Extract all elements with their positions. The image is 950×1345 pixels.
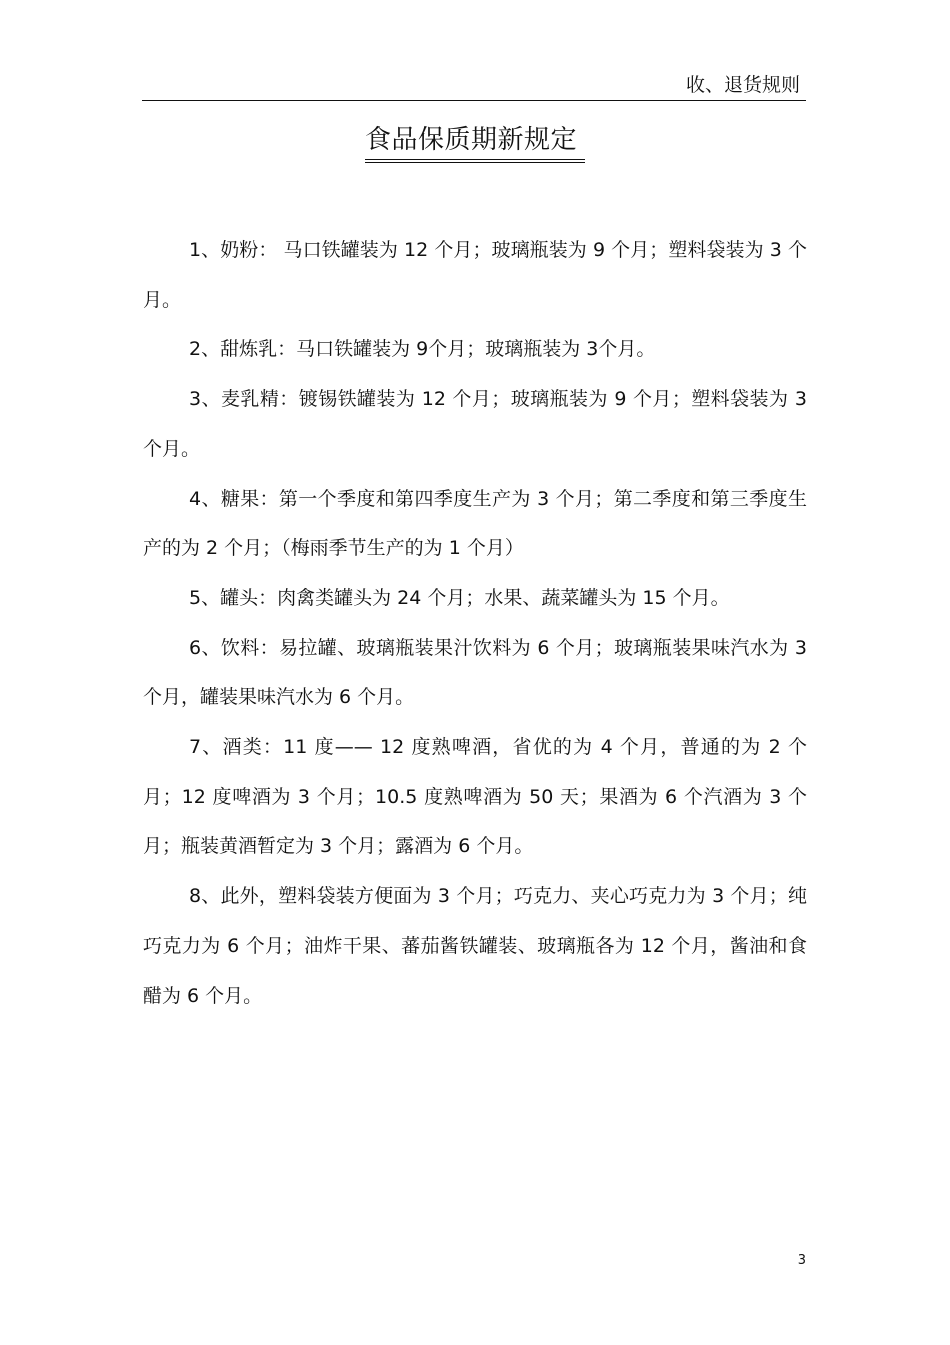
- page-title: 食品保质期新规定: [365, 123, 585, 163]
- header-rule: [142, 100, 806, 101]
- page-title-container: [0, 123, 950, 163]
- document-body: [143, 226, 807, 1021]
- paragraph-2: 2、甜炼乳：马口铁罐装为 9个月；玻璃瓶装为 3个月。: [189, 338, 656, 361]
- paragraph-3: 3、麦乳精：镀锡铁罐装为 12 个月；玻璃瓶装为 9 个月；塑料袋装为 3 个月。: [143, 388, 807, 460]
- paragraph-8: 8、此外，塑料袋装方便面为 3 个月；巧克力、夹心巧克力为 3 个月；纯巧克力为 6 个月；油炸干果、蕃茄酱铁罐装、玻璃瓶各为 12 个月，酱油和食醋为 6 个月。: [143, 885, 807, 1007]
- paragraph-5: 5、罐头：肉禽类罐头为 24 个月；水果、蔬菜罐头为 15 个月。: [189, 586, 730, 609]
- running-header: 收、退货规则: [685, 74, 800, 96]
- paragraph-6: 6、饮料：易拉罐、玻璃瓶装果汁饮料为 6 个月；玻璃瓶装果味汽水为 3 个月，罐装果味汽水为 6 个月。: [143, 636, 807, 709]
- paragraph-1: 1、奶粉： 马口铁罐装为 12 个月；玻璃瓶装为 9 个月；塑料袋装为 3 个月。: [143, 239, 807, 311]
- paragraph-7: 7、酒类：11 度—— 12 度熟啤酒，省优的为 4 个月，普通的为 2 个月；12 度啤酒为 3 个月；10.5 度熟啤酒为 50 天；果酒为 6 个汽酒为 3 个月；瓶装黄酒暂定为 3 个月；露酒为 6 个月。: [143, 736, 807, 858]
- page-number: 3: [797, 1253, 806, 1268]
- paragraph-4: 4、糖果：第一个季度和第四季度生产为 3 个月；第二季度和第三季度生产的为 2 个月；（梅雨季节生产的为 1 个月）: [143, 487, 807, 560]
